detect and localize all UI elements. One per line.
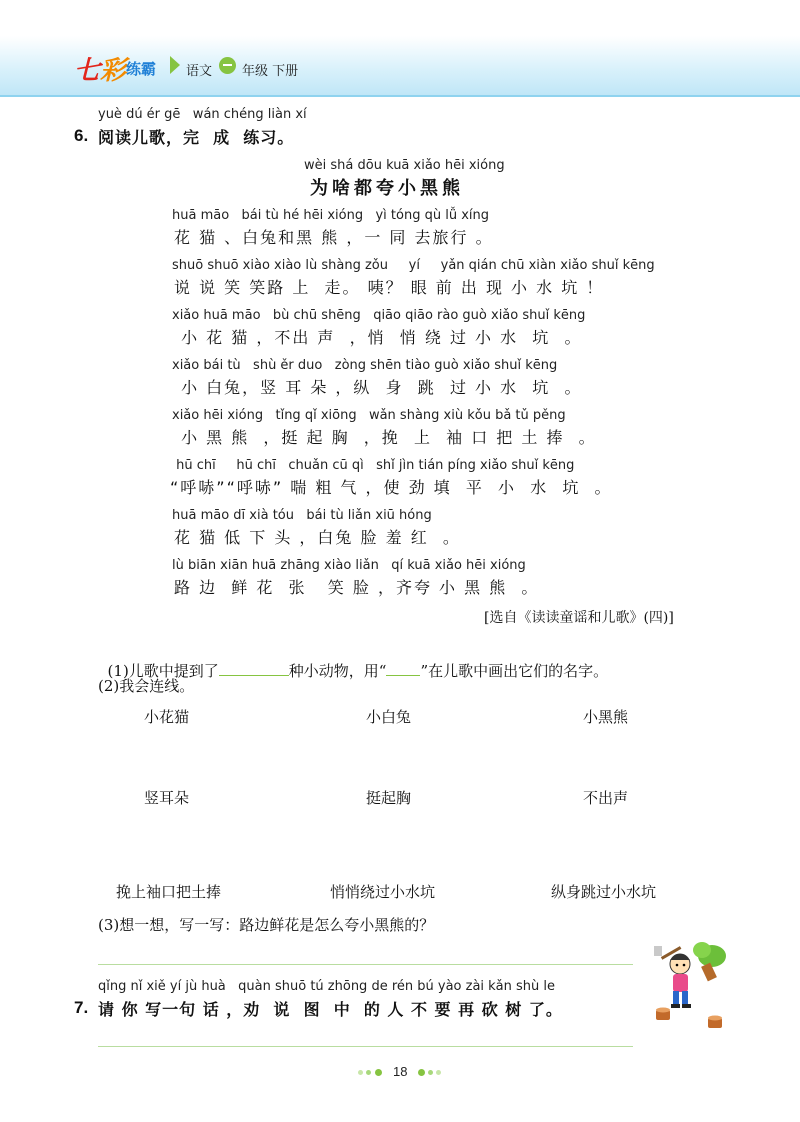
q6-sub1-text-b: 种小动物，用“ [288,662,387,680]
q7-answer-line[interactable] [98,1046,633,1047]
page-dot-left-2 [366,1070,371,1075]
poem-line-1: 花 猫 、白兔和黑 熊 ，一 同 去旅行 。 [174,228,494,247]
page-dot-right-3 [436,1070,441,1075]
poem-line-2: 说 说 笑 笑路 上 走。 咦？ 眼 前 出 现 小 水 坑 ！ [174,278,605,297]
match-action-chest[interactable]: 挺起胸 [366,789,412,807]
poem-line-4-pinyin: xiǎo bái tù shù ěr duo zòng shēn tiào guò xiǎo shuǐ kēng [172,358,558,373]
chevron-right-icon [170,56,180,74]
page-dot-right-1 [418,1069,425,1076]
q7-number: 7. [74,998,89,1017]
mark-symbol-blank[interactable] [386,661,420,676]
q6-instruction: 阅读儿歌，完 成 练习。 [98,128,295,147]
woodcutter-illustration [640,938,740,1038]
poem-line-5-pinyin: xiǎo hēi xióng tǐng qǐ xiōng wǎn shàng xiù kǒu bǎ tǔ pěng [172,408,566,423]
match-animal-cat[interactable]: 小花猫 [144,708,190,726]
page-number: 18 [393,1064,408,1079]
grade-label: 年级 下册 [242,64,299,79]
poem-line-6-pinyin: hū chī hū chī chuǎn cū qì shǐ jìn tián píng xiǎo shuǐ kēng [172,458,575,473]
poem-line-2-pinyin: shuō shuō xiào xiào lù shàng zǒu yí yǎn qián chū xiàn xiǎo shuǐ kēng [172,258,655,273]
poem-line-7: 花 猫 低 下 头 ，白兔 脸 羞 红 。 [174,528,461,547]
q7-instruction: 请 你 写一句 话 ，劝 说 图 中 的 人 不 要 再 砍 树 了。 [98,1000,563,1019]
poem-title-pinyin: wèi shá dōu kuā xiǎo hēi xióng [304,158,505,173]
match-animal-bear[interactable]: 小黑熊 [583,708,629,726]
logo-char-1: 七 [74,56,101,86]
match-deed-around[interactable]: 悄悄绕过小水坑 [330,883,436,901]
poem-line-1-pinyin: huā māo bái tù hé hēi xióng yì tóng qù lǚ xíng [172,208,490,223]
match-animal-rabbit[interactable]: 小白兔 [366,708,412,726]
poem-line-8-pinyin: lù biān xiān huā zhāng xiào liǎn qí kuā xiǎo hēi xióng [172,558,526,573]
match-deed-fill[interactable]: 挽上袖口把土捧 [116,883,222,901]
poem-line-6: “呼哧”“呼哧” 喘 粗 气 ，使 劲 填 平 小 水 坑 。 [170,478,613,497]
q6-pinyin: yuè dú ér gē wán chéng liàn xí [98,107,307,122]
match-deed-jump[interactable]: 纵身跳过小水坑 [551,883,657,901]
q6-sub3-answer-line[interactable] [98,964,633,965]
poem-line-7-pinyin: huā māo dī xià tóu bái tù liǎn xiū hóng [172,508,432,523]
match-action-silent[interactable]: 不出声 [583,789,629,807]
q6-sub1-text-c: ”在儿歌中画出它们的名字。 [420,662,609,680]
poem-line-5: 小 黑 熊 ，挺 起 胸 ，挽 上 袖 口 把 土 捧 。 [174,428,597,447]
poem-source: [选自《读读童谣和儿歌》(四)] [484,610,674,626]
q6-sub2: (2)我会连线。 [98,677,195,695]
brand-logo [74,50,126,87]
poem-title: 为啥都夸小黑熊 [310,178,464,199]
q6-sub1-text-a: (1)儿歌中提到了 [107,662,219,680]
poem-line-3-pinyin: xiǎo huā māo bù chū shēng qiāo qiāo rào guò xiǎo shuǐ kēng [172,308,586,323]
page-dot-left-1 [358,1070,363,1075]
animal-count-blank[interactable] [219,661,289,676]
header-divider [0,95,800,97]
logo-text-lianba: 练霸 [126,60,157,78]
q7-pinyin: qǐng nǐ xiě yí jù huà quàn shuō tú zhōng de rén bú yào zài kǎn shù le [98,979,556,994]
grade-one-icon [219,57,236,74]
q6-number: 6. [74,126,89,145]
page-dot-right-2 [428,1070,433,1075]
match-action-ears[interactable]: 竖耳朵 [144,789,190,807]
poem-line-3: 小 花 猫 ，不出 声 ，悄 悄 绕 过 小 水 坑 。 [174,328,583,347]
logo-char-2: 彩 [100,56,127,86]
poem-line-4: 小 白兔，竖 耳 朵 ，纵 身 跳 过 小 水 坑 。 [174,378,583,397]
poem-line-8: 路 边 鲜 花 张 笑 脸 ，齐夸 小 黑 熊 。 [174,578,540,597]
page-dot-left-3 [375,1069,382,1076]
subject-label: 语文 [186,64,213,79]
q6-sub3: (3)想一想，写一写：路边鲜花是怎么夸小黑熊的？ [98,916,435,934]
